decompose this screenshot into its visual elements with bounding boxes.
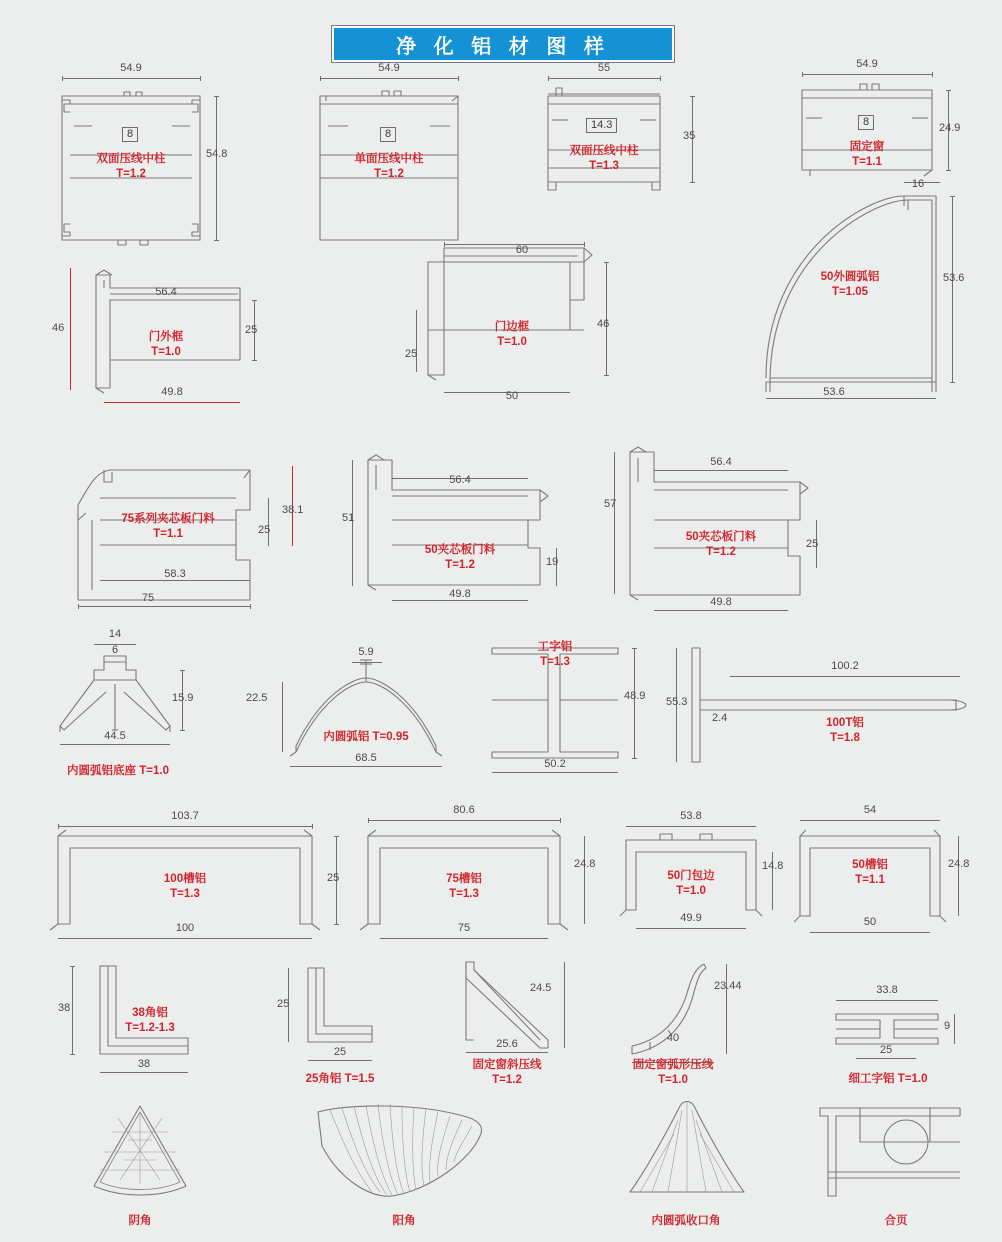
- dim-rule: [216, 96, 217, 240]
- dim-r6-i4-right: 23.44: [714, 980, 742, 992]
- dim-tick: [802, 72, 803, 77]
- label-r7-i2-name: 阳角: [392, 1215, 416, 1227]
- dim-tick: [70, 966, 75, 967]
- label-r1-i3-name: 双面压线中柱: [569, 145, 639, 157]
- dim-r4-i1-bot: 44.5: [104, 730, 126, 742]
- dim-r6-i1-left: 38: [58, 1002, 71, 1014]
- label-r5-i2-name: 75槽铝: [446, 873, 482, 885]
- dim-rule: [726, 964, 727, 1054]
- dim-rule: [100, 580, 250, 581]
- dim-tick: [690, 96, 695, 97]
- dim-tick: [334, 836, 339, 837]
- label-r5-i3-thickness: T=1.0: [676, 885, 706, 897]
- label-r6-i5-name: 细工字铝 T=1.0: [848, 1073, 928, 1085]
- label-r2-i1-name: 门外框: [148, 331, 184, 343]
- drawing-r4-i4: [692, 648, 966, 762]
- label-r7-i1-name: 阴角: [128, 1215, 152, 1227]
- label-r5-i4-thickness: T=1.1: [855, 874, 885, 886]
- drawing-r7-i4: [820, 1108, 960, 1196]
- dim-r5-i3-right: 14.8: [762, 860, 784, 872]
- drawing-r1-i3: [548, 88, 660, 190]
- dim-rule: [856, 1058, 916, 1059]
- dim-rule: [954, 1014, 955, 1044]
- label-r6-i2-name: 25角铝 T=1.5: [305, 1073, 375, 1085]
- label-r6-i3-name: 固定窗斜压线: [472, 1059, 542, 1071]
- dim-rule: [70, 268, 71, 390]
- dim-r5-i1-right: 25: [327, 872, 340, 884]
- dim-r4-i1-top: 14: [108, 628, 122, 640]
- label-r3-i3-name: 50夹芯板门料: [685, 531, 757, 543]
- dim-r3-i3-left: 57: [604, 498, 617, 510]
- dim-rule: [380, 938, 548, 939]
- dim-r6-i5-bot: 25: [879, 1044, 893, 1056]
- dim-rule: [444, 244, 584, 245]
- dim-tick: [584, 242, 585, 247]
- dim-r3-i1-bot1: 58.3: [164, 568, 186, 580]
- dim-r1-i1-right: 54.8: [206, 148, 228, 160]
- dim-r5-i1-bot: 100: [175, 922, 195, 934]
- dim-r3-i2-bot: 49.8: [449, 588, 471, 600]
- dim-r6-i5-top: 33.8: [876, 984, 898, 996]
- drawing-r6-i5: [836, 1014, 938, 1044]
- dim-r3-i2-right: 19: [546, 556, 559, 568]
- dim-rule: [466, 1052, 548, 1053]
- dim-r2-i2-top: 60: [515, 244, 529, 256]
- dim-r4-i2-top: 5.9: [358, 646, 374, 658]
- dim-r5-i1-top: 103.7: [171, 810, 199, 822]
- dim-r4-i1-top2: 6: [111, 644, 119, 656]
- dim-r4-i4-top: 100.2: [831, 660, 859, 672]
- label-r3-i2-thickness: T=1.2: [445, 559, 475, 571]
- dim-tick: [70, 1054, 75, 1055]
- dim-rule: [78, 606, 250, 607]
- label-r2-i3-name: 50外圆弧铝: [820, 271, 880, 283]
- label-r5-i2-thickness: T=1.3: [449, 888, 479, 900]
- dim-rule: [62, 78, 200, 79]
- dim-r2-i2-right: 46: [597, 318, 610, 330]
- dim-rule: [282, 682, 283, 752]
- label-r6-i3-thickness: T=1.2: [492, 1074, 522, 1086]
- dim-tick: [334, 924, 339, 925]
- dim-tick: [690, 182, 695, 183]
- dim-r6-i2-bot: 25: [333, 1046, 347, 1058]
- dim-rule: [416, 310, 417, 372]
- drawing-r6-i3: [466, 962, 548, 1048]
- dim-r6-i4-bot: 40: [666, 1032, 680, 1044]
- dim-tick: [252, 360, 257, 361]
- dim-r4-i2-bot: 68.5: [355, 752, 377, 764]
- dim-rule: [958, 836, 959, 916]
- label-r7-i3-name: 内圆弧收口角: [651, 1215, 721, 1227]
- dim-tick: [200, 76, 201, 81]
- dim-r2-i1-bot: 49.8: [161, 386, 183, 398]
- dim-rule: [614, 452, 615, 594]
- dim-r3-i3-right: 25: [806, 538, 819, 550]
- dim-r6-i2-left: 25: [277, 998, 290, 1010]
- label-r4-i3-name: 工字铝: [537, 641, 573, 653]
- dim-tick: [58, 824, 59, 829]
- label-r4-i3-thickness: T=1.3: [540, 656, 570, 668]
- label-r7-i4-name: 合页: [884, 1215, 908, 1227]
- dim-r5-i4-right: 24.8: [948, 858, 970, 870]
- dim-r3-i2-left: 51: [342, 512, 355, 524]
- dim-r4-i1-right: 15.9: [172, 692, 194, 704]
- dim-rule: [320, 78, 458, 79]
- dim-rule: [654, 470, 788, 471]
- dim-rule: [802, 74, 932, 75]
- dim-r3-i3-bot: 49.8: [710, 596, 732, 608]
- dim-tick: [252, 300, 257, 301]
- label-r2-i1-thickness: T=1.0: [151, 346, 181, 358]
- dim-tick: [368, 818, 369, 823]
- dim-rule: [392, 600, 528, 601]
- dim-rule: [634, 648, 635, 758]
- dim-tick: [604, 375, 609, 376]
- inner-value-r1-i3: 14.3: [586, 118, 617, 133]
- dim-r5-i4-bot: 50: [863, 916, 877, 928]
- dim-r5-i3-bot: 49.9: [680, 912, 702, 924]
- dim-r4-i2-left: 22.5: [246, 692, 268, 704]
- dim-rule: [584, 836, 585, 924]
- dim-tick: [78, 604, 79, 609]
- dim-rule: [72, 966, 73, 1054]
- dim-tick: [250, 604, 251, 609]
- drawing-r7-i3: [630, 1102, 744, 1193]
- dim-r6-i5-right: 9: [944, 1020, 951, 1032]
- label-r4-i4-thickness: T=1.8: [830, 732, 860, 744]
- label-r1-i2-thickness: T=1.2: [374, 168, 404, 180]
- dim-tick: [180, 670, 185, 671]
- dim-tick: [312, 824, 313, 829]
- label-r5-i1-name: 100槽铝: [163, 873, 207, 885]
- dim-tick: [214, 96, 219, 97]
- dim-r6-i1-bot: 38: [137, 1058, 151, 1070]
- dim-rule: [352, 662, 382, 663]
- label-r1-i3-thickness: T=1.3: [589, 160, 619, 172]
- dim-r3-i1-bot2: 75: [141, 592, 155, 604]
- dim-rule: [548, 78, 660, 79]
- dim-tick: [560, 818, 561, 823]
- dim-rule: [100, 1072, 188, 1073]
- label-r3-i1-name: 75系列夹芯板门料: [121, 513, 215, 525]
- label-r5-i4-name: 50槽铝: [852, 859, 888, 871]
- label-r3-i1-thickness: T=1.1: [153, 528, 183, 540]
- label-r2-i2-thickness: T=1.0: [497, 336, 527, 348]
- dim-tick: [632, 758, 637, 759]
- label-r4-i1-name: 内圆弧铝底座 T=1.0: [67, 765, 169, 777]
- inner-value-r1-i2: 8: [380, 127, 396, 142]
- dim-r4-i3-bot: 50.2: [544, 758, 566, 770]
- label-r6-i4-thickness: T=1.0: [658, 1074, 688, 1086]
- dim-rule: [60, 744, 170, 745]
- dim-rule: [636, 928, 746, 929]
- dim-rule: [290, 766, 442, 767]
- inner-value-r1-i4: 8: [858, 115, 874, 130]
- dim-r2-i2-left: 25: [405, 348, 418, 360]
- dim-r3-i3-top: 56.4: [710, 456, 732, 468]
- dim-r2-i3-bot: 53.6: [823, 386, 845, 398]
- drawing-r7-i2: [318, 1104, 482, 1196]
- dim-r1-i4-top: 54.9: [856, 58, 878, 70]
- dim-rule: [626, 826, 756, 827]
- dim-rule: [368, 820, 560, 821]
- dim-rule: [268, 498, 269, 546]
- dim-tick: [932, 72, 933, 77]
- label-r1-i1-name: 双面压线中柱: [96, 153, 166, 165]
- label-r5-i1-thickness: T=1.3: [170, 888, 200, 900]
- dim-tick: [214, 240, 219, 241]
- label-r1-i1-thickness: T=1.2: [116, 168, 146, 180]
- dim-tick: [548, 76, 549, 81]
- dim-r5-i4-top: 54: [863, 804, 877, 816]
- label-r5-i3-name: 50门包边: [667, 870, 715, 882]
- dim-r4-i4-small: 2.4: [712, 712, 728, 724]
- dim-r1-i1-top: 54.9: [120, 62, 142, 74]
- dim-r5-i2-bot: 75: [457, 922, 471, 934]
- label-r6-i1-name: 38角铝: [132, 1007, 168, 1019]
- dim-r2-i1-left: 46: [52, 322, 65, 334]
- dim-r1-i3-right: 35: [683, 130, 696, 142]
- dim-tick: [444, 242, 445, 247]
- dim-r1-i2-top: 54.9: [378, 62, 400, 74]
- dim-r6-i3-bot: 25.6: [496, 1038, 518, 1050]
- dim-rule: [564, 962, 565, 1048]
- label-r6-i4-name: 固定窗弧形压线: [632, 1059, 714, 1071]
- drawing-r6-i2: [308, 968, 372, 1042]
- dim-tick: [458, 76, 459, 81]
- label-r2-i2-name: 门边框: [494, 321, 530, 333]
- dim-rule: [104, 402, 240, 403]
- label-r1-i2-name: 单面压线中柱: [354, 153, 424, 165]
- dim-r2-i3-right: 53.6: [943, 272, 965, 284]
- dim-r2-i2-bot: 50: [505, 390, 519, 402]
- dim-tick: [660, 76, 661, 81]
- dim-r4-i3-right: 48.9: [624, 690, 646, 702]
- dim-r3-i1-right2: 25: [258, 524, 271, 536]
- dim-tick: [632, 648, 637, 649]
- dim-tick: [62, 76, 63, 81]
- dim-r5-i2-right: 24.8: [574, 858, 596, 870]
- dim-r2-i1-top: 56.4: [155, 286, 177, 298]
- dim-r3-i1-right1: 38.1: [282, 504, 304, 516]
- dim-r2-i3-top: 16: [911, 178, 925, 190]
- dim-rule: [492, 772, 618, 773]
- dim-rule: [654, 610, 788, 611]
- dim-tick: [946, 170, 951, 171]
- dim-r6-i3-right: 24.5: [530, 982, 552, 994]
- label-r4-i4-name: 100T铝: [826, 717, 864, 729]
- label-r1-i4-name: 固定窗: [849, 141, 885, 153]
- dim-r1-i4-right: 24.9: [939, 122, 961, 134]
- dim-tick: [604, 262, 609, 263]
- dim-rule: [58, 826, 312, 827]
- dim-tick: [180, 730, 185, 731]
- dim-r2-i1-right: 25: [245, 324, 258, 336]
- drawing-r2-i2: [428, 248, 592, 380]
- page-title: 净 化 铝 材 图 样: [396, 35, 610, 58]
- dim-tick: [946, 90, 951, 91]
- dim-rule: [952, 196, 953, 382]
- dim-rule: [308, 1060, 372, 1061]
- dim-r5-i2-top: 80.6: [453, 804, 475, 816]
- label-r2-i3-thickness: T=1.05: [831, 286, 869, 298]
- drawing-r7-i1: [94, 1106, 186, 1195]
- label-r3-i2-name: 50夹芯板门料: [424, 544, 496, 556]
- inner-value-r1-i1: 8: [122, 127, 138, 142]
- label-r3-i3-thickness: T=1.2: [706, 546, 736, 558]
- dim-tick: [950, 382, 955, 383]
- label-r6-i1-thickness: T=1.2-1.3: [125, 1022, 175, 1034]
- dim-rule: [730, 676, 960, 677]
- dim-rule: [810, 932, 930, 933]
- dim-r1-i3-top: 55: [597, 62, 611, 74]
- dim-r4-i4-left: 55.3: [666, 696, 688, 708]
- dim-rule: [766, 398, 936, 399]
- dim-r3-i2-top: 56.4: [449, 474, 471, 486]
- dim-rule: [836, 1000, 938, 1001]
- label-r1-i4-thickness: T=1.1: [852, 156, 882, 168]
- label-r4-i2-name: 内圆弧铝 T=0.95: [323, 731, 409, 743]
- dim-rule: [58, 938, 312, 939]
- dim-r5-i3-top: 53.8: [680, 810, 702, 822]
- dim-tick: [320, 76, 321, 81]
- dim-rule: [800, 820, 940, 821]
- drawing-r4-i1: [60, 656, 170, 732]
- dim-tick: [950, 196, 955, 197]
